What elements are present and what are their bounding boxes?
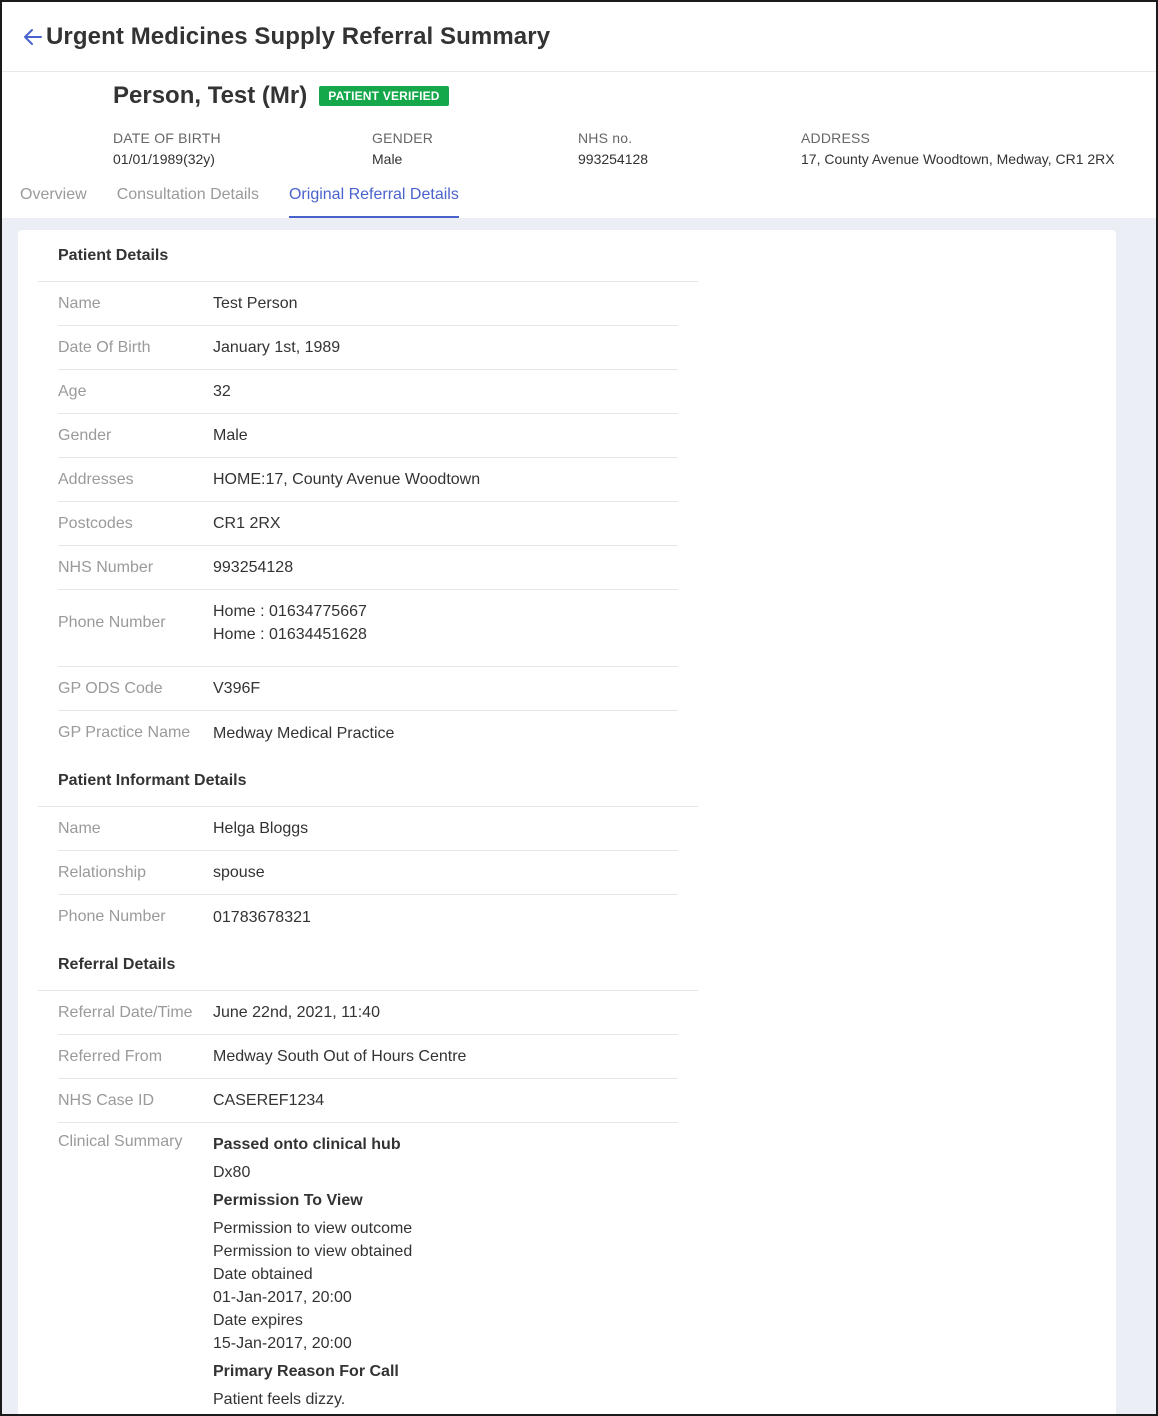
phone-value-2: Home : 01634451628 [213,626,367,643]
row-label: Postcodes [58,514,133,532]
informant-details-rows [58,807,678,939]
demo-nhs-label: NHS no. [578,130,633,146]
demo-address-label: ADDRESS [801,130,871,146]
row-relationship [58,851,678,895]
row-informant-phone [58,895,678,939]
row-value: Helga Bloggs [213,820,309,837]
row-value: V396F [213,680,261,697]
row-label: Name [58,819,101,837]
row-label: Referral Date/Time [58,1003,193,1021]
row-label: GP Practice Name [58,724,191,741]
row-value: Test Person [213,295,298,312]
clinical-line: 15-Jan-2017, 20:00 [213,1335,352,1352]
row-label: Clinical Summary [58,1133,183,1150]
row-value: 01783678321 [213,908,311,926]
demo-dob-value: 01/01/1989(32y) [113,151,215,167]
demo-dob [113,130,221,167]
row-value: Male [213,427,248,444]
row-age [58,370,678,414]
row-value: CASEREF1234 [213,1092,325,1109]
row-label: Addresses [58,470,134,488]
row-label: Phone Number [58,614,166,631]
row-value: 993254128 [213,559,294,576]
clinical-text-3: Patient feels dizzy. [213,1391,346,1408]
clinical-line: Permission to view outcome [213,1220,413,1237]
tab-bar [2,184,471,218]
clinical-text-2 [213,1217,412,1355]
row-informant-name [58,807,678,851]
clinical-line: Date obtained [213,1266,313,1283]
clinical-summary-value [213,1133,412,1411]
row-label: NHS Case ID [58,1091,155,1109]
row-label: Phone Number [58,908,166,925]
row-dob [58,326,678,370]
row-label: NHS Number [58,558,154,576]
patient-banner [2,72,1156,216]
row-postcodes [58,502,678,546]
demo-dob-label: DATE OF BIRTH [113,130,221,146]
row-value: Medway South Out of Hours Centre [213,1048,467,1065]
row-label: Age [58,382,87,400]
clinical-text-1: Dx80 [213,1164,251,1181]
tab-original-referral-details[interactable]: Original Referral Details [289,184,459,218]
row-value: spouse [213,864,265,881]
patient-verified-badge: PATIENT VERIFIED [319,86,448,106]
row-gp-practice-name [58,711,678,755]
row-value: 32 [213,383,231,400]
title-bar [2,2,1156,72]
row-value: June 22nd, 2021, 11:40 [213,1004,380,1021]
informant-details-title: Patient Informant Details [38,755,698,807]
patient-name: Person, Test (Mr) [113,82,308,109]
referral-details-rows [58,991,678,1411]
demo-nhs-value: 993254128 [578,151,649,167]
referral-details-title: Referral Details [38,939,698,991]
row-value: January 1st, 1989 [213,339,341,356]
demo-address-value: 17, County Avenue Woodtown, Medway, CR1 2RX [801,151,1115,167]
referral-details-card [18,230,1116,1416]
row-nhs-case-id [58,1079,678,1123]
content-area [2,218,1158,1416]
tab-overview[interactable]: Overview [20,186,87,203]
row-phone-number [58,590,678,667]
row-label: GP ODS Code [58,679,163,697]
demo-address [801,130,1115,167]
row-nhs-number [58,546,678,590]
demo-nhs [578,130,648,167]
clinical-heading-1: Passed onto clinical hub [213,1136,401,1153]
patient-details-title: Patient Details [38,230,698,282]
patient-name-row [113,82,449,110]
row-label: Name [58,294,101,312]
row-value: CR1 2RX [213,515,281,532]
row-name [58,282,678,326]
row-referral-datetime [58,991,678,1035]
demo-gender-value: Male [372,151,403,167]
row-value: Medway Medical Practice [213,724,395,742]
demo-gender [372,130,433,167]
row-label: Gender [58,426,112,444]
page-title: Urgent Medicines Supply Referral Summary [46,22,551,50]
row-gp-ods-code [58,667,678,711]
row-label: Referred From [58,1047,163,1065]
phone-value-1: Home : 01634775667 [213,603,367,620]
clinical-line: Date expires [213,1312,303,1329]
tab-consultation-details[interactable]: Consultation Details [116,186,259,203]
row-label: Date Of Birth [58,338,151,356]
row-clinical-summary [58,1123,678,1411]
clinical-line: Permission to view obtained [213,1243,413,1260]
row-referred-from [58,1035,678,1079]
demo-gender-label: GENDER [372,130,434,146]
arrow-left-icon[interactable] [22,26,44,48]
clinical-line: 01-Jan-2017, 20:00 [213,1289,352,1306]
row-gender [58,414,678,458]
patient-details-rows [58,282,678,755]
row-label: Relationship [58,863,147,881]
row-addresses [58,458,678,502]
clinical-heading-2: Permission To View [213,1192,363,1209]
row-value [213,600,367,646]
row-value: HOME:17, County Avenue Woodtown [213,471,481,488]
clinical-heading-3: Primary Reason For Call [213,1363,399,1380]
